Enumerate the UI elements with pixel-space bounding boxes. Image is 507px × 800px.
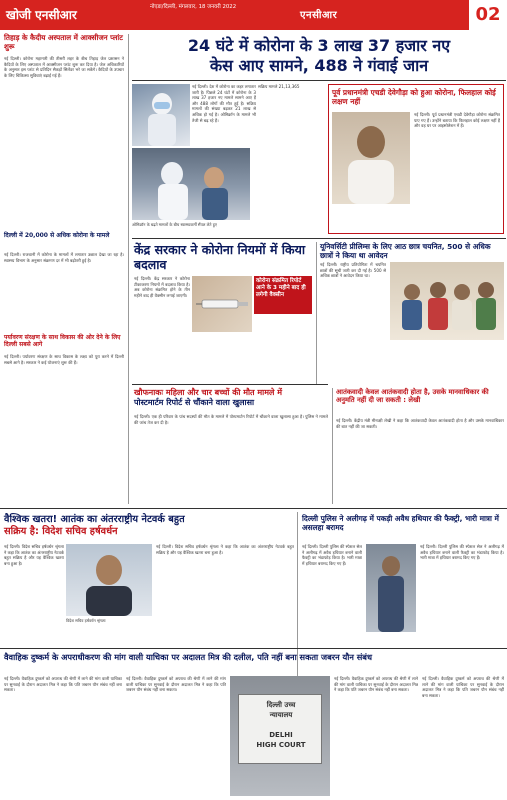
pollution-body: नई दिल्ली। पर्यावरण संरक्षण के साथ विकास के लक्ष्य को पूरा करने में दिल्ली सबसे आगे है। सरकार ने कई योजनाएं शुरू की हैं। [4, 354, 124, 365]
delhi-cases-body: नई दिल्ली। राजधानी में कोरोना के मामलों में लगातार उछाल देखा जा रहा है। स्वास्थ्य विभाग के अनुसार संक्रमण दर में भी बढ़ोतरी हुई है। [4, 252, 124, 263]
shringla-caption: विदेश सचिव हर्षवर्धन श्रृंगला [66, 618, 106, 623]
shringla-photo [66, 544, 152, 616]
postmortem-headline-line2: पोस्टमार्टम रिपोर्ट से चौंकाने वाला खुलासा [134, 398, 255, 407]
terror-network-body-cont: नई दिल्ली। विदेश सचिव हर्षवर्धन श्रृंगला ने कहा कि आतंक का अंतरराष्ट्रीय नेटवर्क बहुत सक्रिय है और यह वैश्विक खतरा बना हुआ है। [156, 544, 294, 555]
court-headline: वैवाहिक दुष्कर्म के अपराधीकरण की मांग वाली याचिका पर अदालत मित्र की दलील, पति नहीं बना सकता जबरन यौन संबंध [4, 652, 373, 662]
court-body-right-cont: नई दिल्ली। वैवाहिक दुष्कर्म को अपराध की श्रेणी में लाने की मांग वाली याचिका पर सुनवाई के दौरान अदालत मित्र ने कहा कि पति जबरन यौन संबंध नहीं बना सकता। [422, 676, 504, 698]
arrest-photo [366, 544, 416, 632]
centre-rules-body: नई दिल्ली। केंद्र सरकार ने कोरोना टीकाकरण नियमों में बदलाव किया है। अब कोरोना संक्रमित होने के तीन महीने बाद ही वैक्सीन लगाई जाएगी। [134, 276, 190, 298]
university-headline: यूनिवर्सिटी प्रीलिम्स के लिए आठ छात्र चयनित, 500 से अधिक छात्रों ने किया था आवेदन [320, 242, 491, 260]
police-icon [366, 544, 416, 632]
section-rule [132, 238, 506, 239]
covid-photo-caption: ओमिक्रॉन के बढ़ते मामलों के बीच स्वास्थ्यकर्मी सैंपल लेते हुए [132, 222, 217, 227]
covid-photo-main [132, 148, 250, 220]
arms-factory-headline: दिल्ली पुलिस ने अलीगढ़ में पकड़ी अवैध हथियार की फैक्ट्री, भारी मात्रा में असलहा बरामद [302, 514, 499, 532]
court-sign-line4: HIGH COURT [256, 741, 306, 749]
arms-factory-body: नई दिल्ली। दिल्ली पुलिस की स्पेशल सेल ने अलीगढ़ में अवैध हथियार बनाने वाली फैक्ट्री का भंडाफोड़ किया है। भारी मात्रा में हथियार बरामद किए गए हैं। [302, 544, 362, 566]
portrait-icon [332, 112, 410, 204]
devegowda-headline: पूर्व प्रधानमंत्री एचडी देवेगौड़ा को हुआ कोरोना, फिलहाल कोई लक्षण नहीं [332, 88, 496, 106]
court-signboard [238, 694, 322, 764]
pollution-headline: पर्यावरण संरक्षण के साथ विकास की ओर देने के लिए दिल्ली सबसे आगे [4, 334, 121, 349]
covid-photo-small [132, 84, 190, 146]
masthead [0, 0, 507, 30]
vaccine-photo [192, 276, 252, 332]
column-rule [128, 34, 129, 504]
covid-figures: सक्रिय मामले 21,13,365 [258, 84, 300, 89]
column-rule [332, 388, 333, 504]
hospital-body: नई दिल्ली। कोरोना महामारी की तीसरी लहर के बीच तिहाड़ जेल प्रशासन ने कैदियों के लिए अस्पताल में आक्सीजन प्लांट शुरू कर दिया है। जेल अधिकारियों के अनुसार इस प्लांट से प्रतिदिन सैकड़ों सिलेंडर भरे जा सकेंगे। कैदियों के उपचार के लिए चिकित्सा सुविधाएं बढ़ाई गई हैं। [4, 56, 124, 78]
lekhi-headline: आतंकवादी केवल आतंकवादी होता है, उसके मानवाधिकार की अनुमति नहीं दी जा सकती : लेखी [336, 388, 489, 405]
postmortem-body: नई दिल्ली। एक ही परिवार के पांच सदस्यों की मौत के मामले में पोस्टमार्टम रिपोर्ट में चौंकाने वाला खुलासा हुआ है। पुलिस ने मामले की जांच तेज कर दी है। [134, 414, 328, 425]
syringe-icon [192, 276, 252, 332]
column-rule [316, 242, 317, 384]
court-body-right: नई दिल्ली। वैवाहिक दुष्कर्म को अपराध की श्रेणी में लाने की मांग वाली याचिका पर सुनवाई के दौरान अदालत मित्र ने कहा कि पति जबरन यौन संबंध नहीं बना सकता। [334, 676, 418, 693]
lekhi-body: नई दिल्ली। केंद्रीय मंत्री मीनाक्षी लेखी ने कहा कि आतंकवादी केवल आतंकवादी होता है और उसके मानवाधिकार की बात नहीं की जा सकती। [336, 418, 504, 429]
section-rule [132, 384, 328, 385]
court-sign-line1: दिल्ली उच्च [266, 701, 296, 709]
terror-network-headline-line1: वैश्विक खतरा! आतंक का अंतरराष्ट्रीय नेटवर्क बहुत [4, 514, 185, 525]
health-worker-icon [132, 84, 190, 146]
court-body: नई दिल्ली। वैवाहिक दुष्कर्म को अपराध की श्रेणी में लाने की मांग वाली याचिका पर सुनवाई के दौरान अदालत मित्र ने कहा कि पति जबरन यौन संबंध नहीं बना सकता। [4, 676, 122, 693]
postmortem-headline-line1: खौफनाकः महिला और चार बच्चों की मौत मामले में [134, 388, 283, 397]
section-name: एनसीआर [300, 10, 338, 21]
covid-headline-line2: केस आए सामने, 488 ने गंवाई जान [209, 56, 429, 75]
brand-name: खोजी एनसीआर [6, 8, 77, 22]
headline-rule [132, 80, 506, 81]
devegowda-photo [332, 112, 410, 204]
terror-network-body: नई दिल्ली। विदेश सचिव हर्षवर्धन श्रृंगला ने कहा कि आतंक का अंतरराष्ट्रीय नेटवर्क बहुत सक्रिय है और यह वैश्विक खतरा बना हुआ है। [4, 544, 64, 566]
vaccine-rule-text: कोरोना संक्रमित रिपोर्ट आने के 3 महीने बाद ही लगेगी वैक्सीन [256, 278, 306, 298]
terror-network-headline-line2: सक्रिय है: विदेश सचिव हर्षवर्धन [4, 526, 118, 537]
students-group-icon [390, 262, 504, 340]
covid-body: नई दिल्ली। देश में कोरोना का कहर लगातार जारी है। पिछले 24 घंटों में कोरोना के 3 लाख 37 हजार नए मामले सामने आए हैं और 488 लोगों की मौत हुई है। सक्रिय मामलों की संख्या बढ़कर 21 लाख से अधिक हो गई है। ओमिक्रॉन के मामले भी तेजी से बढ़ रहे हैं। [192, 84, 256, 123]
hospital-headline: तिहाड़ के कैदीय अस्पताल में आक्सीजन प्लांट शुरू [4, 33, 123, 51]
devegowda-body: नई दिल्ली। पूर्व प्रधानमंत्री एचडी देवेगौड़ा कोरोना संक्रमित पाए गए हैं। उन्होंने बताया कि फिलहाल कोई लक्षण नहीं हैं और वह घर पर आइसोलेशन में हैं। [414, 112, 500, 129]
court-sign-line2: न्यायालय [269, 711, 293, 719]
sampling-scene-icon [132, 148, 250, 220]
arms-factory-body-cont: नई दिल्ली। दिल्ली पुलिस की स्पेशल सेल ने अलीगढ़ में अवैध हथियार बनाने वाली फैक्ट्री का भंडाफोड़ किया है। भारी मात्रा में हथियार बरामद किए गए हैं। [420, 544, 504, 561]
delhi-cases-headline: दिल्ली में 20,000 से अधिक कोरोना के मामले [4, 232, 110, 239]
centre-rules-headline: केंद्र सरकार ने कोरोना नियमों में किया बदलाव [134, 242, 306, 272]
page-number: 02 [467, 0, 507, 30]
court-body-cont: नई दिल्ली। वैवाहिक दुष्कर्म को अपराध की श्रेणी में लाने की मांग वाली याचिका पर सुनवाई के दौरान अदालत मित्र ने कहा कि पति जबरन यौन संबंध नहीं बना सकता। [126, 676, 226, 693]
court-sign-line3: DELHI [269, 731, 293, 739]
covid-headline-line1: 24 घंटे में कोरोना के 3 लाख 37 हजार नए [187, 36, 451, 55]
date-line: नोएडा/दिल्ली, मंगलवार, 18 जनवरी 2022 [150, 4, 237, 10]
students-photo [390, 262, 504, 340]
university-body: नई दिल्ली। राष्ट्रीय प्रतियोगिता में चयनित छात्रों की सूची जारी कर दी गई है। 500 से अधिक छात्रों ने आवेदन किया था। [320, 262, 386, 279]
portrait-icon [66, 544, 152, 616]
section-rule [0, 648, 507, 649]
section-divider [0, 508, 507, 509]
high-court-photo [230, 676, 330, 796]
